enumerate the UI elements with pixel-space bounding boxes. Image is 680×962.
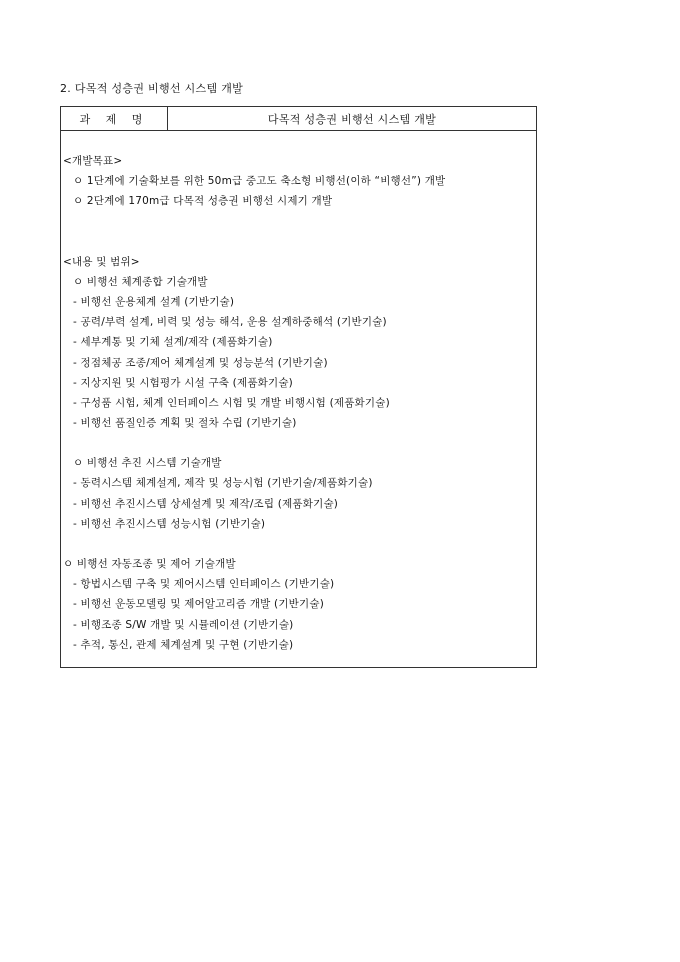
scope-item: - 추적, 통신, 관제 체계설계 및 구현 (기반기술) (73, 638, 294, 651)
scope-item: - 공력/부력 설계, 비력 및 성능 해석, 운용 설계하중해석 (기반기술) (73, 316, 387, 329)
scope-group-title: ㅇ 비행선 체계종합 기술개발 (73, 275, 208, 288)
goal-item: ㅇ 2단계에 170m급 다목적 성층권 비행선 시제기 개발 (73, 195, 333, 208)
scope-item: - 비행선 운동모델링 및 제어알고리즘 개발 (기반기술) (73, 598, 325, 611)
scope-heading: <내용 및 범위> (63, 255, 140, 268)
scope-item: - 동력시스템 체계설계, 제작 및 성능시험 (기반기술/제품화기술) (73, 477, 373, 490)
scope-item: - 비행선 추진시스템 상세설계 및 제작/조립 (제품화기술) (73, 497, 339, 510)
table-content (61, 131, 536, 655)
scope-group-title: ㅇ 비행선 자동조종 및 제어 기술개발 (63, 558, 236, 570)
scope-group-title: ㅇ 비행선 추진 시스템 기술개발 (73, 457, 222, 470)
scope-item: - 비행조종 S/W 개발 및 시뮬레이션 (기반기술) (73, 618, 294, 631)
project-name-label: 과 제 명 (61, 107, 168, 130)
goal-item: ㅇ 1단계에 기술확보를 위한 50m급 중고도 축소형 비행선(이하 “비행선”) 개발 (73, 175, 446, 188)
scope-item: - 세부계통 및 기체 설계/제작 (제품화기술) (73, 336, 273, 349)
project-name-value: 다목적 성층권 비행선 시스템 개발 (267, 112, 437, 126)
section-heading: 2. 다목적 성층권 비행선 시스템 개발 (60, 82, 244, 95)
scope-item: - 구성품 시험, 체계 인터페이스 시험 및 개발 비행시험 (제품화기술) (73, 396, 390, 409)
scope-item: - 지상지원 및 시험평가 시설 구축 (제품화기술) (73, 376, 293, 389)
goals-heading: <개발목표> (63, 155, 123, 167)
scope-item: - 비행선 추진시스템 성능시험 (기반기술) (73, 517, 266, 530)
scope-item: - 항법시스템 구축 및 제어시스템 인터페이스 (기반기술) (73, 578, 335, 591)
table-header-row (61, 107, 536, 131)
scope-item: - 정점체공 조종/제어 체계설계 및 성능분석 (기반기술) (73, 356, 328, 369)
scope-item: - 비행선 운용체계 설계 (기반기술) (73, 295, 235, 308)
project-table (60, 106, 537, 668)
scope-item: - 비행선 품질인증 계획 및 절차 수립 (기반기술) (73, 417, 297, 430)
